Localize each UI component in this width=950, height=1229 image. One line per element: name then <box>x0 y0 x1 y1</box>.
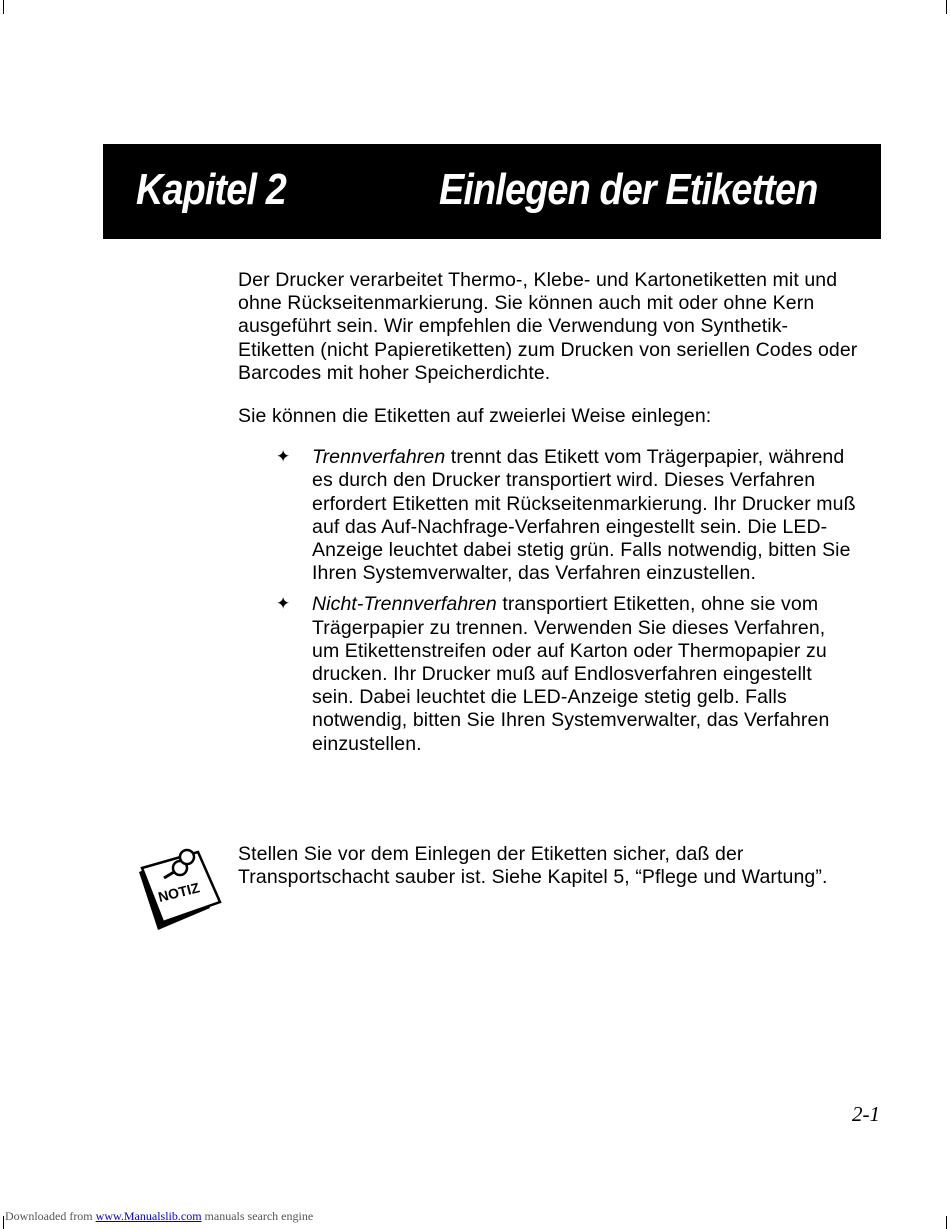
note-pin-icon <box>136 842 226 932</box>
chapter-header <box>103 144 881 239</box>
crop-mark-bottom-left <box>3 1216 4 1229</box>
crop-mark-bottom-right <box>946 1216 947 1229</box>
method-term: Trennverfahren <box>312 446 446 469</box>
footer-prefix: Downloaded from <box>5 1209 96 1223</box>
lead-paragraph: Sie können die Etiketten auf zweierlei Weise einlegen: <box>238 405 712 428</box>
method-term: Nicht-Trennverfahren <box>312 593 497 616</box>
footer-suffix: manuals search engine <box>201 1209 314 1223</box>
crop-mark-top-right <box>946 0 947 14</box>
chapter-body <box>238 269 858 764</box>
bullet-star-icon: ✦ <box>276 594 291 615</box>
note-icon-label: NOTIZ <box>156 879 202 905</box>
crop-mark-top-left <box>3 0 4 14</box>
method-description: transportiert Etiketten, ohne sie vom Trägerpapier zu trennen. Verwenden Sie dieses Verfahren, um Etikettenstreifen oder auf Karton oder Thermopapier zu drucken. Ihr Drucker muß auf Endlosverfahren eingestellt sein. Dabei leuchtet die LED-Anzeige stetig gelb. Falls notwendig, bitten Sie Ihren Systemverwalter, das Verfahren einzustellen. <box>312 593 830 755</box>
intro-paragraph: Der Drucker verarbeitet Thermo-, Klebe- und Kartonetiketten mit und ohne Rückseitenmarkierung. Sie können auch mit oder ohne Kern ausgeführt sein. Wir empfehlen die Verwendung von Synthetik-Etiketten (nicht Papieretiketten) zum Drucken von seriellen Codes oder Barcodes mit hoher Speicherdichte. <box>238 269 858 384</box>
bullet-star-icon: ✦ <box>276 447 291 468</box>
note-text: Stellen Sie vor dem Einlegen der Etiketten sicher, daß der Transportschacht sauber ist. Siehe Kapitel 5, “Pflege und Wartung”. <box>238 843 828 889</box>
chapter-title: Einlegen der Etiketten <box>439 165 818 214</box>
list-item <box>238 446 858 585</box>
method-list <box>238 446 858 756</box>
page-number: 2-1 <box>852 1102 880 1126</box>
manualslib-link[interactable]: www.Manualslib.com <box>95 1209 202 1223</box>
download-footer <box>5 1209 313 1224</box>
method-description: trennt das Etikett vom Trägerpapier, während es durch den Drucker transportiert wird. Dieses Verfahren erfordert Etiketten mit Rückseitenmarkierung. Ihr Drucker muß auf das Auf-Nachfrage-Verfahren eingestellt sein. Die LED-Anzeige leuchtet dabei stetig grün. Falls notwendig, bitten Sie Ihren Systemverwalter, das Verfahren einzustellen. <box>312 446 856 585</box>
list-item <box>238 593 858 755</box>
chapter-label: Kapitel 2 <box>136 165 286 214</box>
